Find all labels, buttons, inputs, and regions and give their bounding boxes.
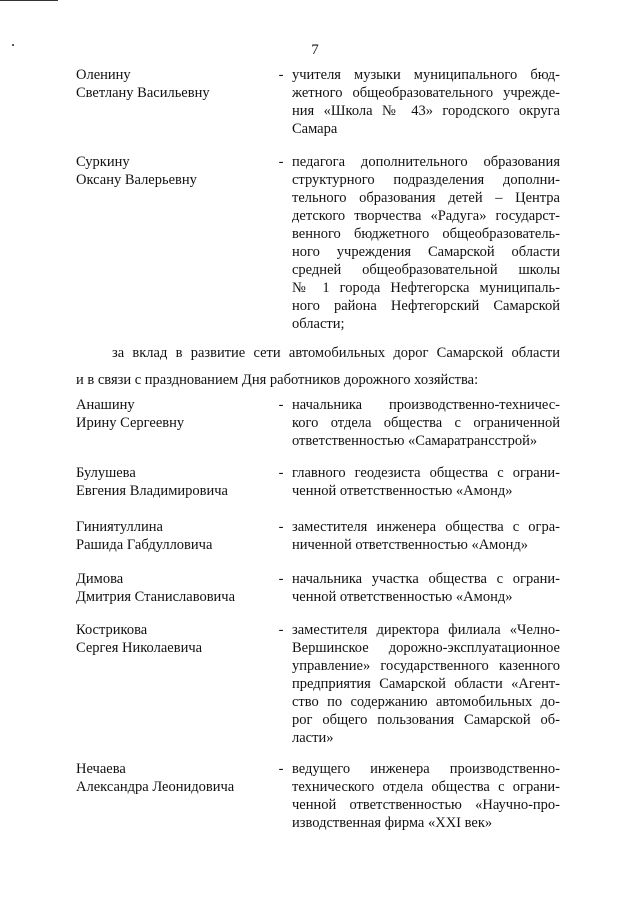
person-name: Суркину Оксану Валерьевну	[76, 154, 197, 188]
dash-separator: -	[278, 397, 284, 413]
dash-separator: -	[278, 465, 284, 481]
person-name: Димова Дмитрия Станиславовича	[76, 571, 236, 605]
dash-separator: -	[278, 622, 284, 638]
person-name: Нечаева Александра Леонидовича	[76, 761, 235, 795]
person-position: начальника производственно-техничес- кого отдела общества с ограниченной ответственностью «Самаратрансстрой»	[292, 397, 560, 449]
person-position: начальника участка общества с ограни- ченной ответственностью «Амонд»	[292, 571, 560, 605]
person-name: Анашину Ирину Сергеевну	[76, 397, 185, 431]
scan-speck	[12, 44, 14, 46]
person-position: педагога дополнительного образования структурного подразделения дополни- тельного образования детей – Центра детского творчества «Радуга» государст- венного бюджетного общеобразователь- ного учреждения Самарской области средней общеобразовательной школы № 1 города Нефтегорска муниципаль- ного района Нефтегорский Самарской области;	[292, 154, 560, 332]
person-name: Гиниятуллина Рашида Габдулловича	[76, 519, 213, 553]
person-position: ведущего инженера производственно- технического отдела общества с ограни- ченной ответственностью «Научно-про- изводственная фирма «XXI век»	[292, 761, 560, 831]
person-position: главного геодезиста общества с ограни- ченной ответственностью «Амонд»	[292, 465, 560, 499]
dash-separator: -	[278, 519, 284, 535]
person-position: учителя музыки муниципального бюд- жетного общеобразовательного учрежде- ния «Школа № 43» городского округа Самара	[292, 67, 560, 137]
award-reason-paragraph: за вклад в развитие сети автомобильных дорог Самарской области и в связи с празднованием Дня работников дорожного хозяйства:	[76, 345, 560, 388]
person-name: Оленину Светлану Васильевну	[76, 67, 210, 101]
page-number: 7	[311, 42, 319, 58]
person-name: Булушева Евгения Владимировича	[76, 465, 228, 499]
scan-edge-line	[0, 0, 58, 1]
dash-separator: -	[278, 67, 284, 83]
person-position: заместителя инженера общества с огра- ниченной ответственностью «Амонд»	[292, 519, 560, 553]
dash-separator: -	[278, 761, 284, 777]
dash-separator: -	[278, 571, 284, 587]
dash-separator: -	[278, 154, 284, 170]
person-name: Кострикова Сергея Николаевича	[76, 622, 203, 656]
person-position: заместителя директора филиала «Челно- Вершинское дорожно-эксплуатационное управление» государственного казенного предприятия Самарской области «Агент- ство по содержанию автомобильных до- рог общего пользования Самарской об- ласти»	[292, 622, 560, 746]
